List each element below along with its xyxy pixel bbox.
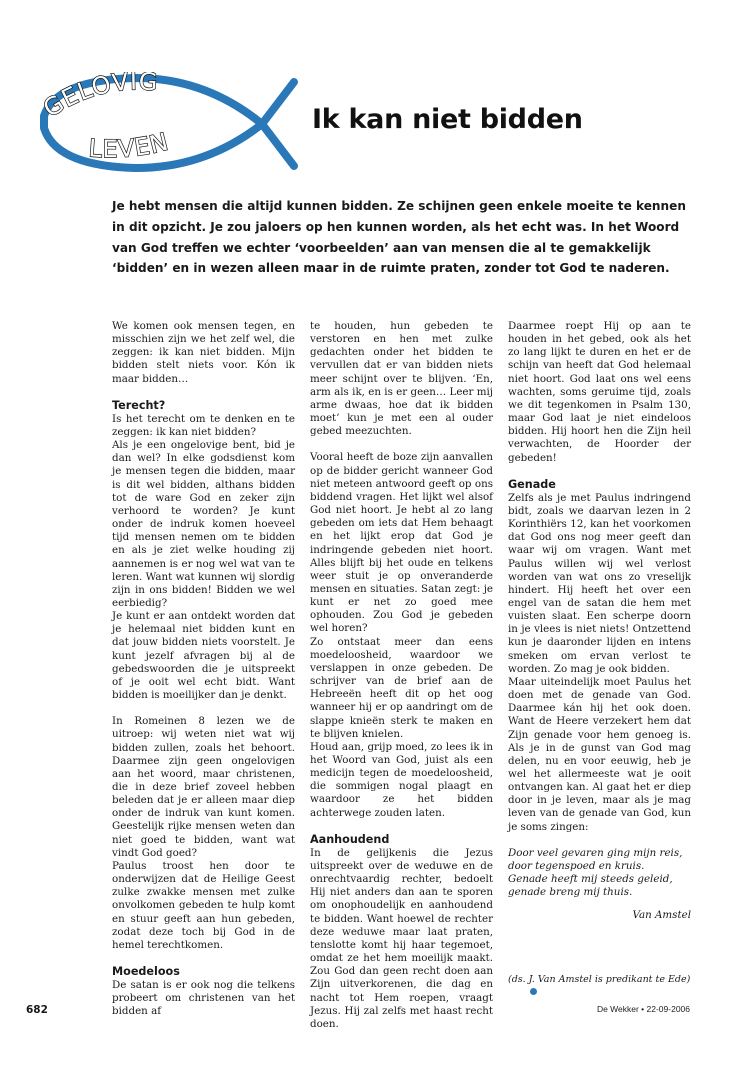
poem [508,847,691,900]
paragraph: te houden, hun gebeden te verstoren en hen met zulke gedachten onder het bidden te vervullen dat er van bidden niets meer schijnt over te blijven. ‘En, arm als ik, en is er geen… Leer mij arme dwaas, hoe dat ik bidden moet’ kun je met een al ouder gebed meezuchten. [310,320,493,438]
article-title: Ik kan niet bidden [312,104,583,135]
end-bullet-icon [530,988,537,995]
page-number: 682 [26,1004,48,1016]
paragraph: Paulus troost hen door te onderwijzen dat de Heilige Geest zulke zwakke mensen met zulke onvolkomen gebeden te hulp komt en stuur geeft aan hun gebeden, zodat deze toch bij God in de hemel terechtkomen. [112,859,295,951]
column-2 [310,320,493,1031]
publication-footer: De Wekker • 22-09-2006 [596,1004,690,1014]
logo-word-gelovig: GELOVIG [38,72,160,123]
paragraph: Is het terecht om te denken en te zeggen: ik kan niet bidden? [112,412,295,438]
paragraph: In de gelijkenis die Jezus uitspreekt over de weduwe en de onrechtvaardig rechter, bedoelt Hij niet anders dan aan te sporen om onophoudelijk en aanhoudend te bidden. Want hoewel de rechter deze weduwe maar laat praten, tenslotte komt hij haar tegemoet, omdat ze het hem moeilijk maakt. Zou God dan geen recht doen aan Zijn uitverkorenen, die dag en nacht tot Hem roepen, vraagt Jezus. Hij zal zelfs met haast recht doen. [310,846,493,1030]
paragraph: We komen ook mensen tegen, en misschien zijn we het zelf wel, die zeggen: ik kan niet bidden. Mijn bidden stelt niets voor. Kón ik maar bidden… [112,320,295,385]
paragraph: Als je een ongelovige bent, bid je dan wel? In elke godsdienst kom je mensen tegen die bidden, maar is dit wel bidden, althans bidden tot de ware God en zeker zijn verhoord te worden? Je kunt onder de indruk komen hoeveel tijd mensen nemen om te bidden en als je ziet welke houding zij aannemen is er nog wel wat van te leren. Want wat kunnen wij slordig zijn in ons bidden! Bidden we wel eerbiedig? [112,439,295,609]
paragraph: Zo ontstaat meer dan eens moedeloosheid, waardoor we verslappen in onze gebeden. De schrijver van de brief aan de Hebreeën heeft dit op het oog wanneer hij er op aandringt om de slappe knieën sterk te maken en te blijven knielen. [310,635,493,740]
poem-line: door tegenspoed en kruis. [508,859,645,872]
paragraph: Maar uiteindelijk moet Paulus het doen met de genade van God. Daarmee kán hij het ook doen. Want de Heere verzekert hem dat Zijn genade voor hem genoeg is. Als je in de gunst van God mag delen, nu en voor eeuwig, heb je wel het allermeeste wat je ooit ontvangen kan. Al gaat het er diep door in je leven, maar als je mag leven van de genade van God, kun je soms zingen: [508,675,691,833]
poem-line: Door veel gevaren ging mijn reis, [508,846,683,859]
subheading-genade: Genade [508,477,556,491]
paragraph: Zelfs als je met Paulus indringend bidt, zoals we daarvan lezen in 2 Korinthiërs 12, kan het voorkomen dat God ons nog meer geeft dan waar wij om vragen. Want met Paulus willen wij wel verlost worden van wat ons zo vreselijk hindert. Hij heeft het over een engel van de satan die hem met vuisten slaat. Een scherpe doorn in je vlees is niet niets! Ontzettend kun je daaronder lijden en intens smeken om ervan verlost te worden. Zo mag je ook bidden. [508,491,691,675]
paragraph: In Romeinen 8 lezen we de uitroep: wij weten niet wat wij bidden zullen, zoals het behoort. Daarmee zijn geen ongelovigen aan het woord, maar christenen, die in deze brief zoveel hebben beleden dat je er alleen maar diep onder de indruk van kunt komen. Geestelijk rijke mensen weten dan niet goed te bidden, want wat vindt God goed? [112,715,295,859]
poem-author: Van Amstel [632,909,691,922]
poem-line: genade breng mij thuis. [508,886,633,899]
subheading-aanhoudend: Aanhoudend [310,832,390,846]
paragraph: De satan is er ook nog die telkens probeert om christenen van het bidden af [112,979,295,1018]
paragraph: Daarmee roept Hij op aan te houden in het gebed, ook als het zo lang lijkt te duren en het er de schijn van heeft dat God helemaal niet hoort. God laat ons wel eens wachten, soms geruime tijd, zoals we dit tegenkomen in Psalm 130, maar God laat je niet eindeloos bidden. Hij hoort hen die Zijn heil verwachten, de Hoorder der gebeden! [508,320,691,464]
paragraph: Je kunt er aan ontdekt worden dat je helemaal niet bidden kunt en dat jouw bidden niets voorstelt. Je kunt jezelf afvragen bij al de gebedswoorden die je uitspreekt of je ooit wel echt bidt. Want bidden is moeilijker dan je denkt. [112,610,295,702]
poem-line: Genade heeft mij steeds geleid, [508,873,673,886]
gelovig-leven-fish-logo [26,72,302,172]
paragraph: Houd aan, grijp moed, zo lees ik in het Woord van God, juist als een medicijn tegen de moedeloosheid, die sommigen nogal plaagt en waardoor ze het bidden achterwege zouden laten. [310,740,493,819]
column-3 [508,320,691,999]
author-note: (ds. J. Van Amstel is predikant te Ede) [508,973,691,999]
subheading-moedeloos: Moedeloos [112,965,180,979]
subheading-terecht: Terecht? [112,398,166,412]
article-intro: Je hebt mensen die altijd kunnen bidden. Ze schijnen geen enkele moeite te kennen in dit opzicht. Je zou jaloers op hen kunnen worden, als het echt was. In het Woord van God treffen we echter ‘voorbeelden’ aan van mensen die al te gemakkelijk ‘bidden’ en in wezen alleen maar in de ruimte praten, zonder tot God te naderen. [112,199,686,276]
column-1 [112,320,295,1019]
paragraph: Vooral heeft de boze zijn aanvallen op de bidder gericht wanneer God niet meteen antwoord geeft op ons biddend vragen. Het lijkt wel alsof God niet hoort. Je hebt al zo lang gebeden om iets dat Hem behaagt en het lijkt erop dat God je indringende gebeden niet hoort. Alles blijft bij het oude en telkens weer stuit je op onveranderde mensen en situaties. Satan zegt: je kunt er net zo goed mee ophouden. Zou God je gebeden wel horen? [310,451,493,635]
logo-word-leven: LEVEN [87,127,172,164]
